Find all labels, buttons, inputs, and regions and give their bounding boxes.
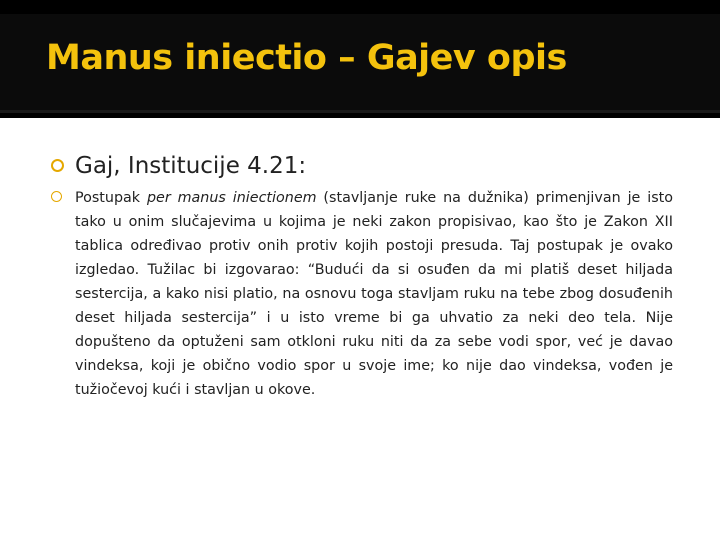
title-divider	[0, 110, 720, 113]
paragraph-text-start: Postupak	[75, 190, 147, 206]
heading-text: Gaj, Institucije 4.21:	[75, 153, 307, 179]
paragraph-text-rest: (stavljanje ruke na dužnika) primenjivan je isto tako u onim slučajevima u kojima je neki zakon propisivao, kao što je Zakon XII tablica određivao protiv onih protiv kojih postoji presuda. Taj postupak je ovako izgledao. Tužilac bi izgovarao: “Budući da si osuđen da mi platiš deset hiljada sestercija, a kako nisi platio, na osnovu toga stavljam ruku na tebe zbog dosuđenih deset hiljada sestercija” i u isto vreme bi ga uhvatio za neki deo tela. Nije dopušteno da optuženi sam otkloni ruku niti da za sebe vodi spor, već je davao vindeksa, koji je obično vodio spor u svoje ime; ko nije dao vindeksa, vođen je tužiočevoj kući i stavljan u okove.	[75, 190, 673, 398]
bullet-paragraph	[50, 186, 680, 402]
slide-content	[50, 150, 680, 402]
bullet-heading	[50, 150, 680, 182]
bullet-circle-icon	[51, 159, 64, 172]
title-bar	[0, 0, 720, 118]
bullet-circle-icon	[51, 191, 62, 202]
slide-title: Manus iniectio – Gajev opis	[46, 38, 567, 78]
paragraph-emphasis: per manus iniectionem	[146, 190, 317, 206]
paragraph-text	[75, 186, 673, 402]
